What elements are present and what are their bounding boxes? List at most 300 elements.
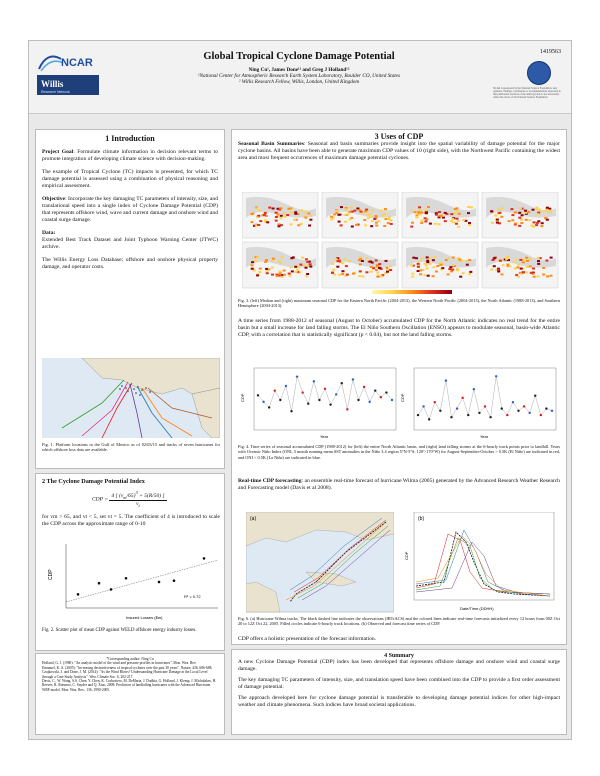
fig3-cell (425, 209, 428, 211)
fig3-cell (412, 257, 415, 259)
fig3-cell (518, 225, 521, 227)
intro-panel (35, 129, 225, 469)
fig4-point (517, 410, 519, 412)
fig3-cell (515, 259, 518, 261)
fig4-right-xlabel: Year (480, 434, 489, 439)
fig3-cell (275, 216, 278, 218)
fig3-cell (265, 259, 268, 261)
fig3-cell (344, 221, 347, 223)
fig3-cell (500, 216, 503, 218)
fig3-cell (506, 256, 509, 258)
fig3-cell (338, 260, 341, 262)
fig3-cell (419, 260, 422, 262)
fig4-point (324, 388, 326, 390)
fig3-cell (264, 261, 267, 263)
fig4-point (257, 394, 259, 396)
cdp-condition: for vm > 65, and vt < 5, set vt = 5. The coefficient of 4 is introduced to scale the CDP across the approximate range of 0-10 (42, 514, 220, 527)
fig3-cell (386, 267, 389, 269)
fig3-cell (251, 268, 254, 270)
svg-text:NCAR: NCAR (61, 57, 93, 69)
fig3-cell (510, 208, 513, 210)
fig3-cell (289, 266, 292, 268)
fig4-point (285, 385, 287, 387)
fig3-cell (541, 222, 544, 224)
fig3-cell (251, 264, 254, 266)
fig3-cell (450, 220, 453, 222)
fig3-cell (382, 215, 385, 217)
fig3-cell (537, 275, 540, 277)
fig3-cell (518, 212, 521, 214)
poster-authors (129, 67, 469, 86)
fig3-cell (448, 268, 451, 270)
fig3-cell (348, 260, 351, 262)
fig3-cell (309, 266, 312, 268)
fig3-cell (434, 223, 437, 225)
fig4-right-ylabel: CDP (400, 393, 405, 402)
fig3-cell (525, 219, 528, 221)
fig3-cell (361, 260, 364, 262)
summary-p1: A new Cyclone Damage Potential (CDP) index has been developed that represents offshore damage and onshore wind and coastal surge damage. (238, 659, 560, 672)
fig3-cell (340, 206, 343, 208)
fig3-cell (421, 257, 424, 259)
reference-3: Czajkowski, J. and Done, J. M. (2014): "As the Wind Blows? Understanding Hurricane Damage at the Local Level through a Case Study Analysis". Wea. Climate Soc. 6, 202-217. (42, 670, 208, 679)
ncar-logo (37, 49, 99, 73)
fig3-cell (359, 256, 362, 258)
fig3-cell (513, 261, 516, 263)
fig2-caption: Fig. 2. Scatter plot of mean CDP against WELD offshore energy industry losses. (42, 628, 197, 633)
fig3-cell (525, 271, 528, 273)
fig4-left-ylabel: CDP (240, 393, 245, 402)
fig3-cell (335, 210, 338, 212)
fig3-cell (497, 271, 500, 273)
fig3-cell (367, 217, 370, 219)
fig2-ylabel: CDP (48, 569, 54, 580)
nsf-seal-icon (527, 61, 551, 85)
fig4-point (428, 418, 430, 420)
fig3-cell (517, 276, 520, 278)
fig3-cell (351, 226, 354, 228)
fig3-cell (309, 263, 312, 265)
fig2-point (77, 593, 80, 596)
fig3-cell (426, 261, 429, 263)
fig3-cell (419, 273, 422, 275)
fig3-cell (496, 222, 499, 224)
fig3-cell (371, 220, 374, 222)
poster (28, 40, 572, 740)
fig3-cell (424, 263, 427, 265)
fig3-cell (296, 269, 299, 271)
fig3-cell (339, 214, 342, 216)
fig3-cell (294, 213, 297, 215)
fig6b-xlabel: Date/Time (DDHH) (460, 606, 494, 611)
fig3-cell (417, 266, 420, 268)
fig4-point (290, 410, 292, 412)
svg-text:Willis: Willis (41, 79, 64, 89)
fig3-cell (305, 267, 308, 269)
fig3-cell (355, 224, 358, 226)
fig3-cell (417, 263, 420, 265)
fig3-cell (449, 266, 452, 268)
fig3-cell (281, 276, 284, 278)
fig3-cell (424, 220, 427, 222)
fig3-cell (540, 225, 543, 227)
fig3-cell (451, 269, 454, 271)
fig3-cell (435, 214, 438, 216)
fig4-point (434, 401, 436, 403)
fig3-cell (303, 265, 306, 267)
fig3-cell (306, 261, 309, 263)
fig3-cell (426, 256, 429, 258)
fig3-cell (455, 223, 458, 225)
fig2-scatter-plot (46, 540, 222, 622)
fig3-cell (420, 222, 423, 224)
fig4-point (363, 386, 365, 388)
data-text: Extended Best Track Dataset and Joint Typhoon Warning Center (JTWC) archive. (42, 237, 218, 250)
fig3-cell (545, 260, 548, 262)
fig3-cell (549, 210, 552, 212)
fig3-cell (531, 225, 534, 227)
fig4-point (461, 397, 463, 399)
fig3-cell (341, 273, 344, 275)
fig3-cell (335, 212, 338, 214)
references-panel (35, 653, 225, 735)
fig3-cell (362, 212, 365, 214)
fig4-point (296, 375, 298, 377)
fig3-cell (330, 218, 333, 220)
closing-line: CDP offers a holistic presentation of the forecast information. (238, 636, 377, 642)
fig3-cell (383, 225, 386, 227)
fig3-cell (438, 215, 441, 217)
fig3-cell (300, 223, 303, 225)
fig3-cell (341, 262, 344, 264)
fig3-cell (390, 223, 393, 225)
fig3-cell (375, 225, 378, 227)
fig4-point (495, 375, 497, 377)
fig4-point (380, 396, 382, 398)
fig3-cell (291, 270, 294, 272)
fig3-cell (271, 260, 274, 262)
fig4-point (545, 407, 547, 409)
fig3-cell (526, 260, 529, 262)
fig2-point (173, 579, 176, 582)
willis-logo (37, 75, 99, 95)
fig4-point (391, 399, 393, 401)
fig3-cell (338, 221, 341, 223)
fig3-cell (458, 259, 461, 261)
fig3-cell (251, 261, 254, 263)
fig3-cell (536, 222, 539, 224)
fig3-cell (286, 214, 289, 216)
realtime-forecasting: Real-time CDP forecasting: an ensemble real-time forecast of hurricane Wilma (2005) generated by the Advanced Research Weather Research and Forecasting model (Davis et al 2008). (238, 478, 560, 491)
fig3-cell (490, 211, 493, 213)
fig3-cell (370, 266, 373, 268)
fig6a-wilma-tracks (246, 512, 394, 614)
fig1-gulf-map (42, 358, 220, 438)
fig4-point (473, 388, 475, 390)
fig3-cell (427, 275, 430, 277)
fig3-cell (542, 267, 545, 269)
affiliation-2: ² Willis Research Fellow, Willis, London, United Kingdom (238, 79, 360, 86)
fig3-cell (385, 260, 388, 262)
fig3-cell (522, 271, 525, 273)
fig3-cell (299, 264, 302, 266)
fig3-cell (279, 272, 282, 274)
fig3-cell (529, 258, 532, 260)
fig3-cell (271, 274, 274, 276)
uses-panel (231, 129, 567, 645)
fig3-cell (257, 216, 260, 218)
fig3-cell (331, 263, 334, 265)
poster-header (29, 41, 571, 114)
fig3-cell (524, 212, 527, 214)
fig3-cell (290, 223, 293, 225)
fig3-cell (349, 211, 352, 213)
timeseries-text: A time series from 1988-2012 of seasonal (August to October) accumulated CDP for the North Atlantic indicates no real trend for the entire basin but a small increase for land falling storms. The El Niño Southern Oscillation (ENSO) appears to modulate seasonal, basin-wide Atlantic CDP, with a correlation that is statistically significant (p < 0.04), but not the land falling storms. (238, 318, 560, 338)
fig3-cell (290, 212, 293, 214)
fig3-cell (364, 210, 367, 212)
fig3-cell (421, 220, 424, 222)
fig3-cell (266, 272, 269, 274)
fig3-cell (514, 211, 517, 213)
fig3-cell (383, 213, 386, 215)
fig3-cell (533, 276, 536, 278)
fig3-cell (411, 210, 414, 212)
fig3-cell (429, 257, 432, 259)
fig3-cell (456, 269, 459, 271)
fig3-cell (254, 260, 257, 262)
fig4-caption: Fig. 4. Time series of seasonal accumulated CDP (1988-2012) for (left) the entire North Atlantic basin, and (right) land falling storms at the 6-hourly track points prior to landfall. Years with Oceanic Niño Index (ONI, 3 month running mean SST anomalies in the Niño 3.4 region 5°N-5°S, 120°-170°W) for August-September-October > 0.5K (El Niño) are indicated in red, and ONI < 0.5K (La Niña) are indicated in blue. (238, 444, 560, 460)
fig4-left-xlabel: Year (320, 434, 329, 439)
fig3-cell (332, 269, 335, 271)
fig3-cell (442, 217, 445, 219)
fig4-point (512, 401, 514, 403)
fig3-cell (272, 208, 275, 210)
fig3-cell (451, 218, 454, 220)
fig3-cell (389, 265, 392, 267)
fig3-cell (279, 271, 282, 273)
fig3-cell (266, 221, 269, 223)
fig4-point (445, 379, 447, 381)
fig3-cell (295, 271, 298, 273)
fig3-cell (363, 219, 366, 221)
fig3-cell (545, 209, 548, 211)
fig3-cell (368, 213, 371, 215)
fig3-cell (447, 273, 450, 275)
fig3-cell (538, 209, 541, 211)
fig3-cell (439, 262, 442, 264)
fig3-cell (533, 221, 536, 223)
summary-panel (231, 649, 567, 735)
fig3-cell (284, 216, 287, 218)
fig3-cell (375, 269, 378, 271)
fig4-point (528, 412, 530, 414)
fig3-cell (502, 264, 505, 266)
fig3-cell (444, 220, 447, 222)
fig3-cell (364, 224, 367, 226)
fig3-cell (251, 221, 254, 223)
fig3-cell (297, 224, 300, 226)
fig4-point (540, 414, 542, 416)
fig3-cell (526, 266, 529, 268)
fig4-point (439, 410, 441, 412)
fig3-cell (497, 208, 500, 210)
fig3-cell (501, 207, 504, 209)
fig3-cell (457, 220, 460, 222)
fig3-cell (370, 225, 373, 227)
fig3-cell (345, 265, 348, 267)
fig3-cell (521, 214, 524, 216)
fig3-cell (259, 220, 262, 222)
fig4-point (523, 405, 525, 407)
fig3-cell (279, 217, 282, 219)
fig4-point (484, 405, 486, 407)
formula-denominator: $v_t$ (136, 500, 140, 509)
fig3-cell (288, 273, 291, 275)
willis-data-text: The Willis Energy Loss Database; offshore and onshore physical property damage, and operator costs. (42, 257, 218, 270)
fig3-cell (305, 275, 308, 277)
fig3-cell (532, 209, 535, 211)
fig4-point (313, 380, 315, 382)
fig3-cell (468, 224, 471, 226)
fig3-cell (425, 264, 428, 266)
fig3-cell (493, 257, 496, 259)
fig4-point (456, 407, 458, 409)
fig4-point (385, 391, 387, 393)
fig4-point (307, 403, 309, 405)
fig3-cell (469, 271, 472, 273)
fig3-cell (272, 258, 275, 260)
fig3-cell (522, 259, 525, 261)
fig3-cell (468, 259, 471, 261)
fig6b-ylabel: CDP (404, 551, 409, 560)
fig4-point (346, 408, 348, 410)
fig3-cell (524, 210, 527, 212)
fig3-cell (529, 265, 532, 267)
fig3-cell (542, 274, 545, 276)
fig3-cell (470, 206, 473, 208)
fig3-cell (308, 225, 311, 227)
fig3-cell (347, 213, 350, 215)
fig4-point (268, 406, 270, 408)
fig3-cell (309, 219, 312, 221)
fig3-cell (546, 207, 549, 209)
fig3-cell (378, 263, 381, 265)
fig3-cell (496, 219, 499, 221)
fig3-cell (456, 218, 459, 220)
fig4-point (501, 407, 503, 409)
fig3-cell (436, 265, 439, 267)
cdp-index-heading: 2 The Cyclone Damage Potential Index (42, 478, 145, 485)
fig3-cell (517, 264, 520, 266)
fig3-cell (352, 273, 355, 275)
fig3-cell (550, 275, 553, 277)
fig3-cell (452, 257, 455, 259)
fig3-cell (458, 213, 461, 215)
fig3-cell (386, 271, 389, 273)
fig3-cell (283, 274, 286, 276)
fig3-cell (455, 207, 458, 209)
fig3-cell (389, 269, 392, 271)
fig3-cell (380, 210, 383, 212)
fig3-cell (509, 265, 512, 267)
fig3-cell (535, 224, 538, 226)
fig3-cell (546, 219, 549, 221)
fig3-cell (330, 216, 333, 218)
fig4-point (467, 414, 469, 416)
fig3-cell (468, 273, 471, 275)
fig3-cell (281, 256, 284, 258)
fig3-cell (535, 208, 538, 210)
fig3-cell (499, 260, 502, 262)
fig3-cell (340, 224, 343, 226)
fig4-point (329, 403, 331, 405)
fig3-cell (493, 265, 496, 267)
fig3-cell (530, 272, 533, 274)
fig3-cell (378, 267, 381, 269)
sponsor-note: NCAR is sponsored by the National Science Foundation. Any opinions, findings, conclusions or recommendations expressed in this publication are those of the author(s) and do not necessarily reflect the views of the National Science Foundation. (493, 87, 561, 99)
fig3-cell (435, 271, 438, 273)
fig4-point (489, 416, 491, 418)
fig6b-cdp-timeseries (404, 512, 556, 614)
fig3-cell (490, 269, 493, 271)
fig3-cell (537, 260, 540, 262)
fig3-cell (283, 270, 286, 272)
fig4-point (274, 389, 276, 391)
fig3-cell (358, 275, 361, 277)
cdp-index-panel (35, 473, 225, 651)
fig3-cell (305, 258, 308, 260)
fig3-cell (420, 212, 423, 214)
fig4-point (450, 416, 452, 418)
fig3-cell (454, 212, 457, 214)
fig3-cell (466, 264, 469, 266)
fig3-colorbar (372, 290, 452, 294)
cdp-formula (92, 490, 167, 508)
fig4-point (301, 391, 303, 393)
fig3-cell (520, 222, 523, 224)
fig4-right-timeseries (400, 366, 560, 442)
fig3-cell (419, 269, 422, 271)
fig3-cell (536, 213, 539, 215)
fig3-cell (304, 211, 307, 213)
fig3-cell (377, 274, 380, 276)
fig3-cell (518, 217, 521, 219)
fig3-cell (306, 273, 309, 275)
fig3-cell (271, 266, 274, 268)
fig3-cell (369, 261, 372, 263)
fig2-point (125, 577, 128, 580)
fig3-cell (353, 210, 356, 212)
fig3-cell (294, 266, 297, 268)
fig2-point (98, 582, 101, 585)
fig4-point (341, 382, 343, 384)
fig3-cell (342, 270, 345, 272)
fig3-cell (468, 222, 471, 224)
fig4-point (279, 399, 281, 401)
fig3-cell (370, 216, 373, 218)
fig3-cell (520, 268, 523, 270)
fig3-cell (537, 257, 540, 259)
fig3-cell (384, 208, 387, 210)
fig4-point (551, 410, 553, 412)
fig3-cell (268, 207, 271, 209)
fig3-cell (410, 226, 413, 228)
fig3-cell (275, 212, 278, 214)
fig3-cell (550, 257, 553, 259)
authors-line: Ning Cu¹, James Done¹² and Greg J Holland¹² (248, 67, 350, 73)
fig3-cell (365, 271, 368, 273)
fig3-cell (491, 222, 494, 224)
